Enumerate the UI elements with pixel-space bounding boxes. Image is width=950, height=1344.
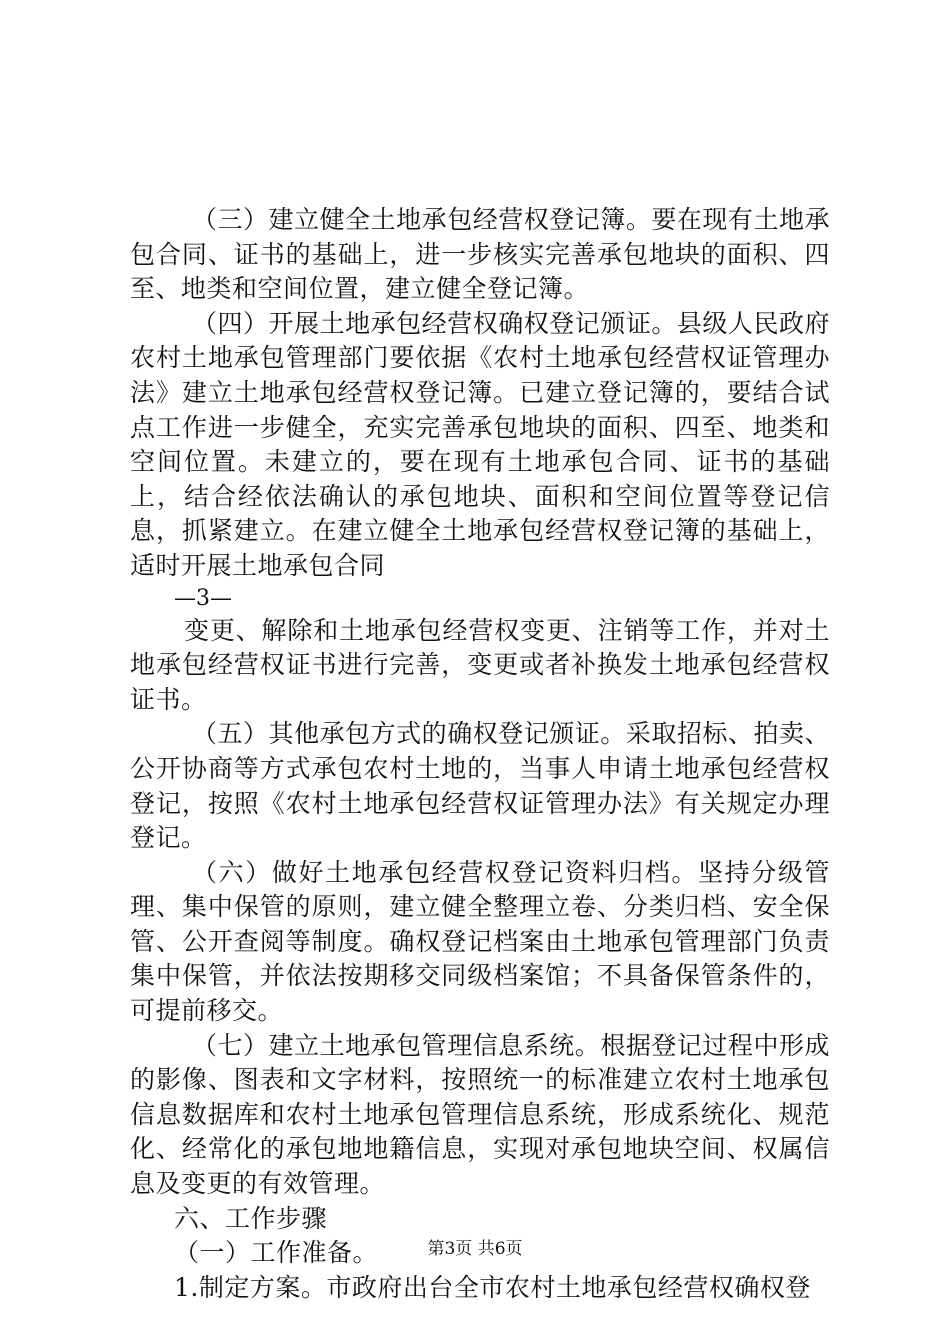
document-body	[130, 203, 830, 1305]
subheading-work-preparation: （一）工作准备。	[174, 1238, 379, 1268]
paragraph-section-7: （七）建立土地承包管理信息系统。根据登记过程中形成的影像、图表和文字材料，按照统一的标准建立农村土地承包信息数据库和农村土地承包管理信息系统，形成系统化、规范化、经常化的承包地地籍信息，实现对承包地块空间、权属信息及变更的有效管理。	[130, 1030, 830, 1199]
paragraph-section-6: （六）做好土地承包经营权登记资料归档。坚持分级管理、集中保管的原则，建立健全整理立卷、分类归档、安全保管、公开查阅等制度。确权登记档案由土地承包管理部门负责集中保管，并依法按期移交同级档案馆；不具备保管条件的，可提前移交。	[130, 857, 830, 1026]
paragraph-continuation: 变更、解除和土地承包经营权变更、注销等工作，并对土地承包经营权证书进行完善，变更或者补换发土地承包经营权证书。	[130, 615, 830, 714]
paragraph-section-5: （五）其他承包方式的确权登记颁证。采取招标、拍卖、公开协商等方式承包农村土地的，当事人申请土地承包经营权登记，按照《农村土地承包经营权证管理办法》有关规定办理登记。	[130, 719, 830, 853]
paragraph-step-1: 1.制定方案。市政府出台全市农村土地承包经营权确权登	[174, 1272, 811, 1302]
page-footer: 第3页 共6页	[427, 1239, 523, 1259]
heading-work-steps: 六、工作步骤	[174, 1203, 328, 1233]
paragraph-section-4: （四）开展土地承包经营权确权登记颁证。县级人民政府农村土地承包管理部门要依据《农村土地承包经营权证管理办法》建立土地承包经营权登记簿。已建立登记簿的，要结合试点工作进一步健全，充实完善承包地块的面积、四至、地类和空间位置。未建立的，要在现有土地承包合同、证书的基础上，结合经依法确认的承包地块、面积和空间位置等登记信息，抓紧建立。在建立健全土地承包经营权登记簿的基础上，适时开展土地承包合同	[130, 308, 830, 580]
paragraph-section-3: （三）建立健全土地承包经营权登记簿。要在现有土地承包合同、证书的基础上，进一步核实完善承包地块的面积、四至、地类和空间位置，建立健全登记簿。	[130, 205, 830, 304]
inline-page-number: —3—	[174, 585, 232, 611]
